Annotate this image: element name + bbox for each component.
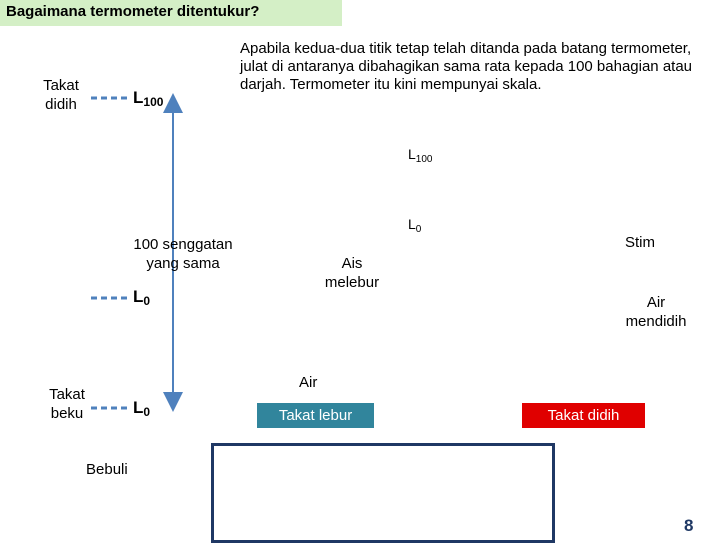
boiling-water-label: Air mendidih [625,294,687,330]
right-l0-label: $L_0$ [408,216,422,235]
divisions-label: 100 senggatan yang sama [133,236,233,272]
melting-point-box: Takat lebur [257,403,374,428]
l0-bottom-label: $L_0$ [133,398,151,419]
water-label: Air [299,374,318,391]
steam-label: Stim [625,234,655,251]
boiling-point-box: Takat didih [522,403,645,428]
placeholder-frame [211,443,555,543]
bulb-label: Bebuli [86,461,128,478]
l0-middle-label: $L_0$ [133,287,151,308]
description-text: Apabila kedua-dua titik tetap telah ditanda pada batang termometer, julat di antaranya dibahagikan sama rata kepada 100 bahagian atau darjah. Termometer itu kini mempunyai skala. [240,40,693,93]
page-number: 8 [684,516,694,535]
l100-label: $L_{100}$ [133,88,164,109]
freezing-point-label: Takat beku [49,386,85,422]
boiling-point-label: Takat didih [43,77,79,113]
right-l100-label: $L_{100}$ [408,146,433,165]
melting-ice-label: Ais melebur [324,255,380,291]
slide-title: Bagaimana termometer ditentukur? [6,3,260,20]
